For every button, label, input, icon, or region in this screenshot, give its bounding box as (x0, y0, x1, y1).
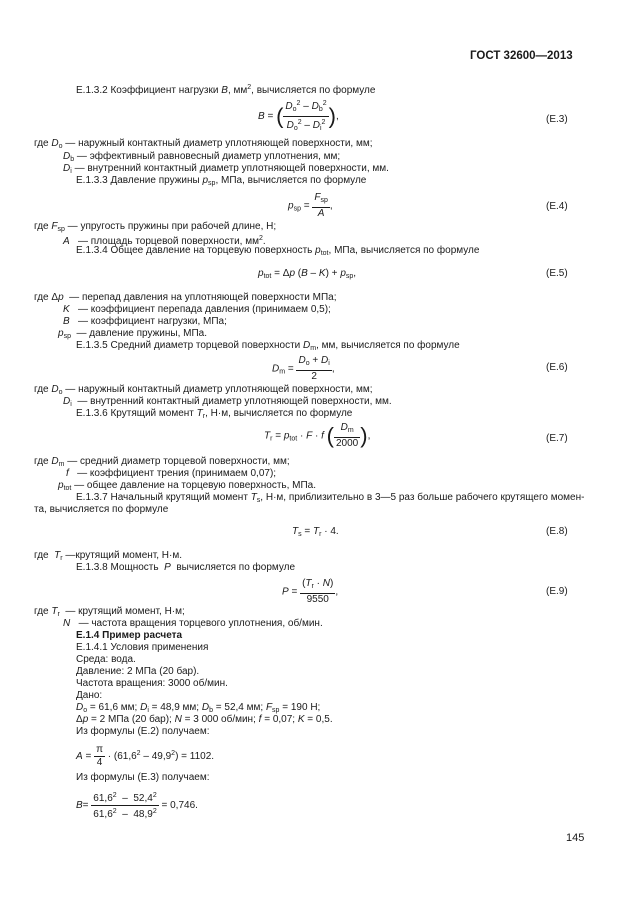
paragraph-e135: Е.1.3.5 Средний диаметр торцевой поверхности $D_m$, мм, вычисляется по формуле (76, 340, 460, 352)
paragraph-e137-cont: та, вычисляется по формуле (34, 504, 169, 515)
text-line: Из формулы (Е.2) получаем: (76, 726, 210, 737)
calc-a: A = $\frac{\pi}{4}$ · $(61,6^2 - 49,9^2) = 1102$. (76, 744, 215, 768)
text-line: Давление: 2 МПа (20 бар). (76, 666, 200, 677)
definition: где $F_{sp}$ — упругость пружины при рабочей длине, Н; (34, 221, 277, 233)
paragraph-e136: Е.1.3.6 Крутящий момент $T_r$, Н·м, вычисляется по формуле (76, 408, 353, 420)
eq-label-e8: (Е.8) (546, 526, 568, 537)
definition: $D_b$ — эффективный равновесный диаметр уплотнения, мм; (63, 151, 341, 163)
definition: A — площадь торцевой поверхности, $мм^2$. (63, 235, 266, 247)
definition: N — частота вращения торцевого уплотнения, об/мин. (63, 618, 323, 629)
paragraph-e133: Е.1.3.3 Давление пружины $p_{sp}$, МПа, вычисляется по формуле (76, 175, 367, 187)
page-number: 145 (566, 832, 585, 844)
formula-e3: B = ( $\frac{D_o^2 - D_b^2}{D_o^2 - D_i^2}$ ), (258, 100, 339, 132)
definition: B — коэффициент нагрузки, МПа; (63, 316, 227, 327)
definition: $D_i$ — внутренний контактный диаметр уплотняющей поверхности, мм. (63, 163, 389, 175)
page-header: ГОСТ 32600—2013 (470, 50, 573, 62)
eq-label-e5: (Е.5) (546, 268, 568, 279)
eq-label-e9: (Е.9) (546, 586, 568, 597)
text-line: Δp = 2 МПа (20 бар); N = 3 000 об/мин; f = 0,07; K = 0,5. (76, 714, 333, 725)
definition: где $D_o$ — наружный контактный диаметр уплотняющей поверхности, мм; (34, 384, 373, 396)
paragraph-e134: Е.1.3.4 Общее давление на торцевую поверхность $p_{tot}$, МПа, вычисляется по формуле (76, 245, 480, 257)
formula-e6: $D_m$ = $\frac{D_o + D_i}{2}$ , (272, 355, 335, 382)
paragraph-e132: Е.1.3.2 Коэффициент нагрузки B, $мм^2$, вычисляется по формуле (76, 84, 376, 96)
definition: где $D_o$ — наружный контактный диаметр уплотняющей поверхности, мм; (34, 138, 373, 150)
eq-label-e6: (Е.6) (546, 362, 568, 373)
calc-b: B= $\frac{61,6^2 - 52,4^2}{61,6^2 - 48,9^2}$ = 0,746. (76, 792, 198, 820)
formula-e7: $T_r = p_{tot} \cdot F \cdot f$ ( $\frac{D_m}{2000}$ ), (264, 422, 371, 449)
formula-e5: $p_{tot} = \Delta p$ $(B - K) + p_{sp}$, (258, 268, 357, 280)
definition: где $T_r$ —крутящий момент, Н·м. (34, 550, 183, 562)
definition: $p_{tot}$ — общее давление на торцевую поверхность, МПа. (58, 480, 317, 492)
section-heading-e14: Е.1.4 Пример расчета (76, 630, 183, 641)
definition: f — коэффициент трения (принимаем 0,07); (66, 468, 277, 479)
eq-label-e3: (Е.3) (546, 114, 568, 125)
formula-e8: $T_s = T_r \cdot 4$. (292, 526, 339, 538)
definition: где Δp — перепад давления на уплотняющей поверхности МПа; (34, 292, 337, 303)
definition: $D_i$ — внутренний контактный диаметр уплотняющей поверхности, мм. (63, 396, 392, 408)
paragraph-e137: Е.1.3.7 Начальный крутящий момент $T_s$, Н·м, приблизительно в 3—5 раз больше рабочего крутящего момен- (76, 492, 585, 504)
text-line: Е.1.4.1 Условия применения (76, 642, 209, 653)
eq-label-e7: (Е.7) (546, 433, 568, 444)
definition: где $D_m$ — средний диаметр торцевой поверхности, мм; (34, 456, 290, 468)
formula-e9: P = $\frac{(T_r \cdot N)}{9550}$ , (282, 578, 339, 605)
text-line: Дано: (76, 690, 103, 701)
eq-label-e4: (Е.4) (546, 201, 568, 212)
formula-e4: $p_{sp}$ = $\frac{F_{sp}}{A}$ , (288, 192, 333, 219)
text-line: Частота вращения: 3000 об/мин. (76, 678, 228, 689)
text-line: Среда: вода. (76, 654, 136, 665)
definition: где $T_r$ — крутящий момент, Н·м; (34, 606, 185, 618)
definition: $p_{sp}$ — давление пружины, МПа. (58, 328, 208, 340)
text-line: Из формулы (Е.3) получаем: (76, 772, 210, 783)
definition: K — коэффициент перепада давления (принимаем 0,5); (63, 304, 331, 315)
text-line: $D_o = 61,6$ мм; $D_i = 48,9$ мм; $D_b = 52,4$ мм; $F_{sp} = 190$ Н; (76, 702, 321, 714)
paragraph-e138: Е.1.3.8 Мощность P вычисляется по формуле (76, 562, 296, 573)
